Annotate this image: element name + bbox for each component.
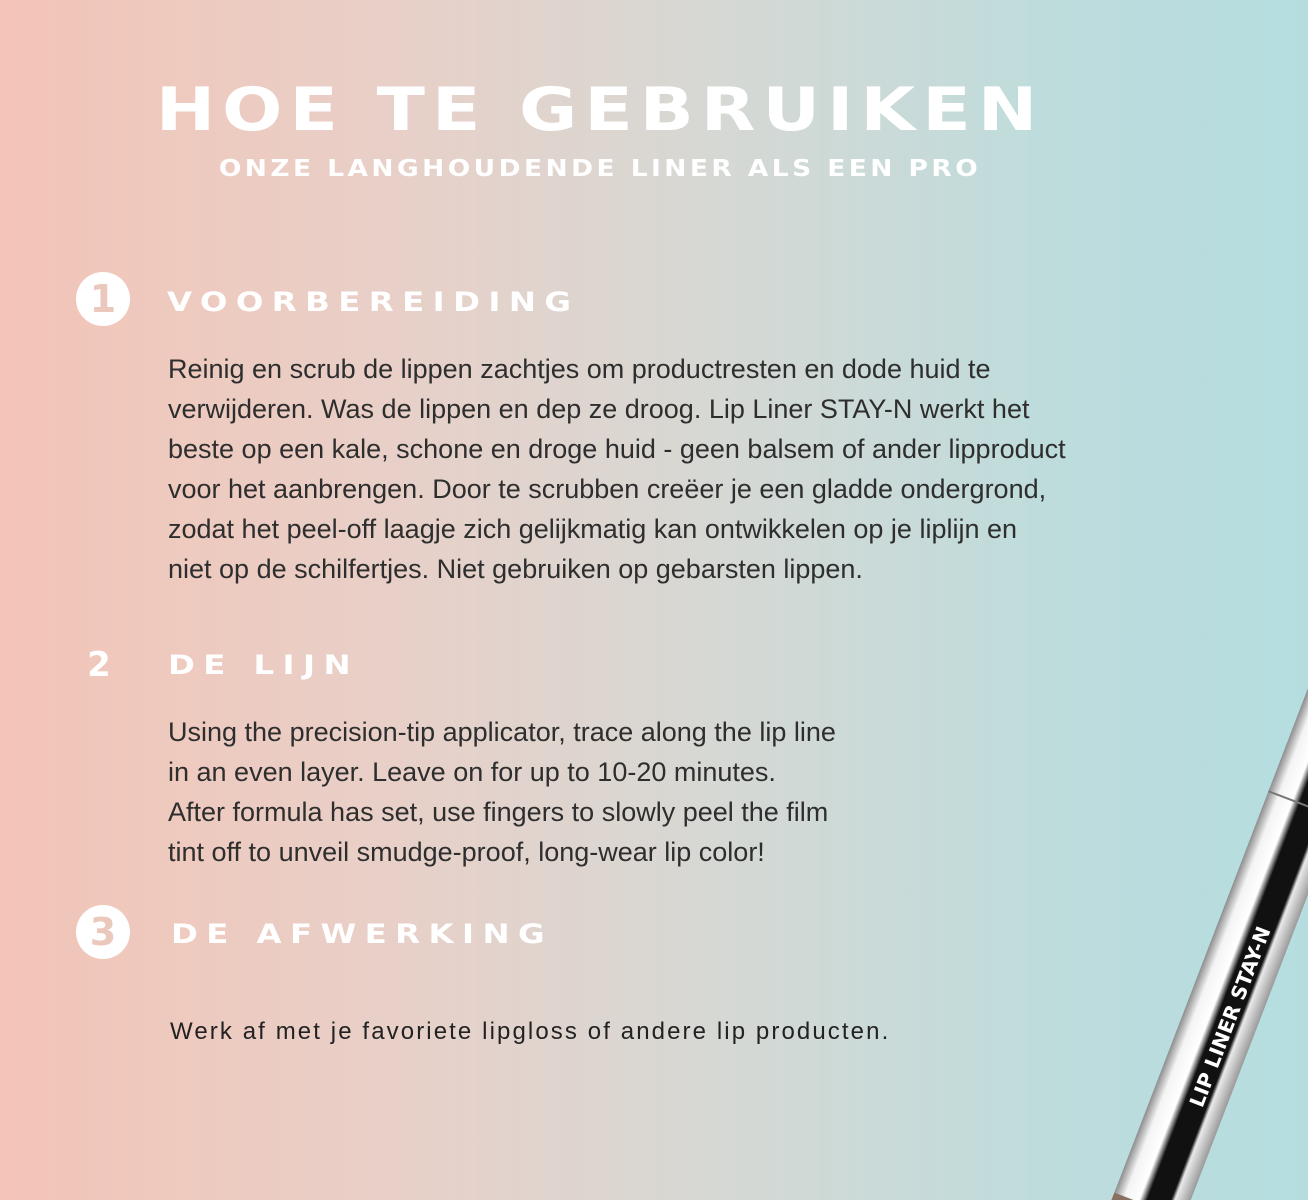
pen-label: LIP LINER STAY-N xyxy=(1184,923,1276,1111)
step-1-heading: VOORBEREIDING xyxy=(167,287,580,318)
step-3-number-icon: 3 xyxy=(76,905,130,959)
text-line: Using the precision-tip applicator, trace along the lip line xyxy=(168,717,836,747)
step-1-number-icon: 1 xyxy=(76,272,130,326)
step-2-number-icon: 2 xyxy=(87,645,111,685)
step-2-heading: DE LIJN xyxy=(168,650,359,681)
page-subtitle: ONZE LANGHOUDENDE LINER ALS EEN PRO xyxy=(218,156,982,182)
step-3-text: Werk af met je favoriete lipgloss of andere lip producten. xyxy=(170,1018,891,1045)
text-line: After formula has set, use fingers to slowly peel the film xyxy=(168,797,829,827)
text-line: in an even layer. Leave on for up to 10-20 minutes. xyxy=(168,757,776,787)
text-line: voor het aanbrengen. Door te scrubben creëer je een gladde ondergrond, xyxy=(168,474,1047,504)
text-line: tint off to unveil smudge-proof, long-wear lip color! xyxy=(168,837,765,867)
text-line: verwijderen. Was de lippen en dep ze droog. Lip Liner STAY-N werkt het xyxy=(168,394,1030,424)
page-title: HOE TE GEBRUIKEN xyxy=(155,75,1045,145)
text-line: beste op een kale, schone en droge huid - geen balsem of ander lipproduct xyxy=(168,434,1066,464)
step-3-heading: DE AFWERKING xyxy=(171,919,554,950)
text-line: niet op de schilfertjes. Niet gebruiken op gebarsten lippen. xyxy=(168,554,863,584)
text-line: Reinig en scrub de lippen zachtjes om productresten en dode huid te xyxy=(168,354,991,384)
text-line: zodat het peel-off laagje zich gelijkmatig kan ontwikkelen op je liplijn en xyxy=(168,514,1018,544)
